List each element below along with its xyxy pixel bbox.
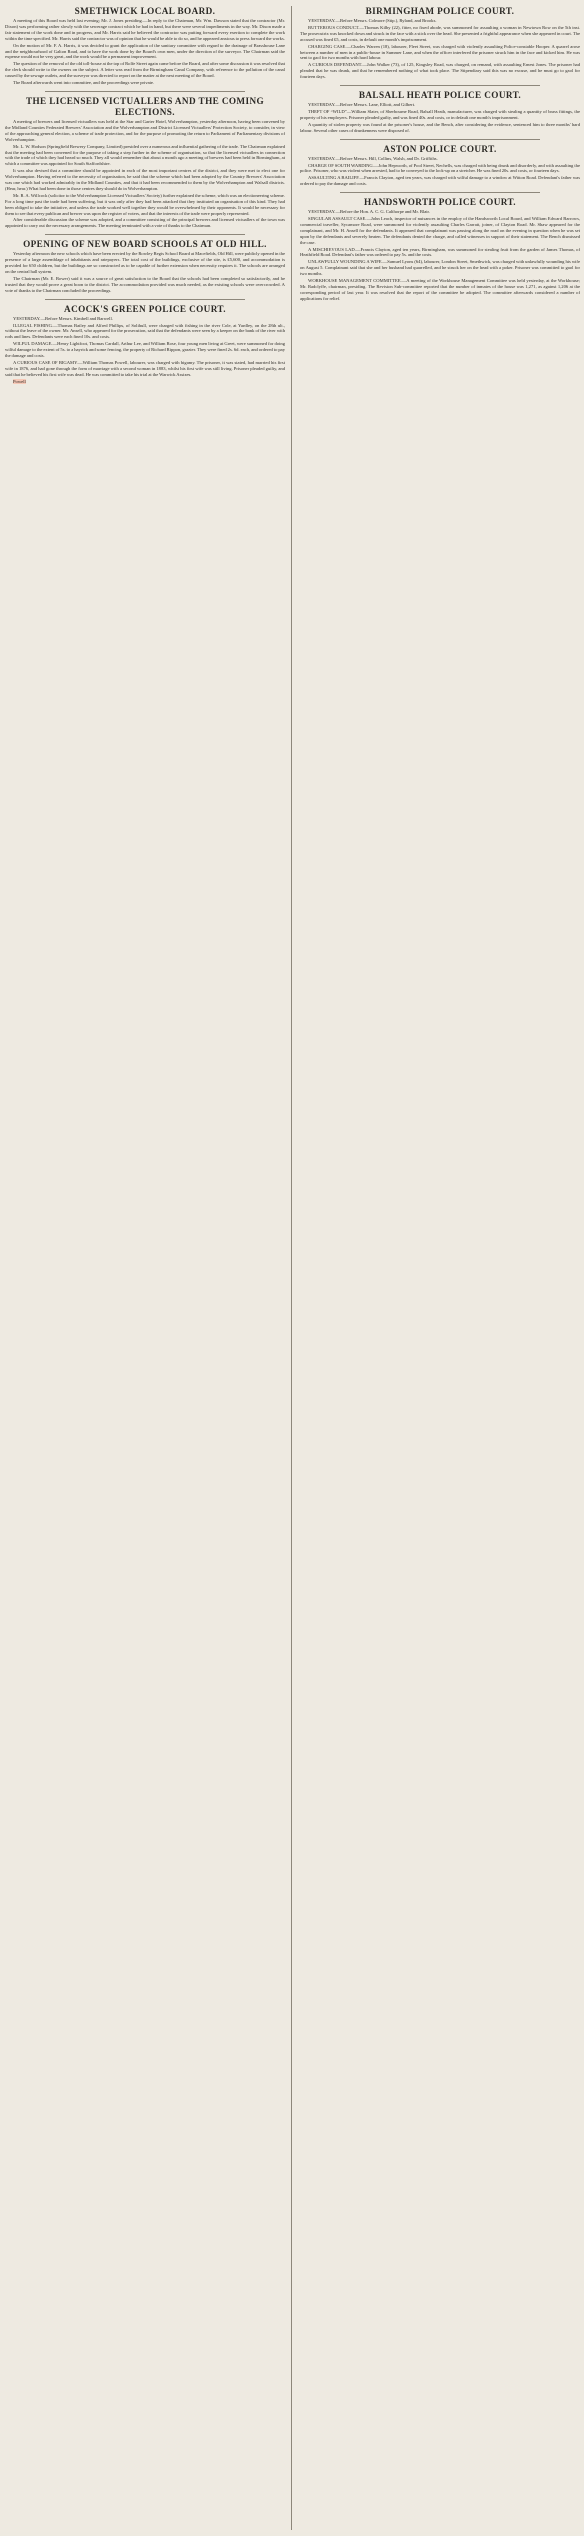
- court-byline: YESTERDAY.—Before Messrs. Colmore (Stip.), Ryland, and Brooks.: [308, 18, 437, 23]
- highlighted-word: Powell: [13, 378, 26, 384]
- section-heading: SMETHWICK LOCAL BOARD.: [74, 6, 216, 16]
- article-paragraph: BUTTEROUS CONDUCT.—Thomas Kilby (22), fitter, no fixed abode, was summoned for assaulting a woman in Newtown Row on the 5th inst. The prosecutrix was knocked down and struck in the face with a stick over the head. She presented a frightful appearance when she appeared in court. The accused was fined £5, and costs, in default one month's imprisonment.: [300, 24, 580, 42]
- article-paragraph: UNLAWFULLY WOUNDING A WIFE.—Samuel Lyons (64), labourer, London Street, Smethwick, was charged with unlawfully wounding his wife on August 5. Complainant said that she and her husband had quarrelled, and he struck her on the head with a poker. Prisoner was committed to gaol for two months.: [300, 259, 580, 277]
- section-heading: ACOCK'S GREEN POLICE COURT.: [64, 303, 226, 314]
- article-paragraph: A CURIOUS CASE OF BIGAMY.—William Thomas Powell, labourer, was charged with bigamy. The prisoner, it was stated, had married his first wife in 1876, and had gone through the form of marriage with a second woman in 1883, whilst his first wife was still living. Prisoner pleaded guilty, and said that he believed his first wife was dead. He was committed to take his trial at the Warwick Assizes.: [5, 359, 285, 377]
- section-heading: THE LICENSED VICTUALLERS AND THE COMING ELECTIONS.: [25, 95, 265, 117]
- court-byline: YESTERDAY.—Before the Hon. A. C. G. Calthorpe and Mr. Blair.: [308, 209, 430, 215]
- article-paragraph: The Board afterwards went into committee, and the proceedings were private.: [13, 80, 155, 86]
- article-paragraph: ILLEGAL FISHING.—Thomas Bailey and Alfred Phillips, of Solihull, were charged with fishing in the river Cole, at Yardley, on the 28th ult., without the leave of the owner. Mr. Ansell, who appeared for the prosecution, said that the defendants were seen by a keeper on the bank of the river with rods and lines. Defendants were each fined 10s. and costs.: [5, 322, 285, 340]
- column-rule: [291, 6, 292, 2530]
- section-divider: [45, 234, 245, 235]
- section-heading: HANDSWORTH POLICE COURT.: [364, 197, 516, 208]
- article-paragraph: CHARGING CASE.—Charles Warren (18), labourer, Fleet Street, was charged with violently assaulting Police-constable Hooper. A quarrel arose between a number of men in a public-house in Summer Lane, and when the officer interfered the prisoner struck him in the face and kicked him. He was sent to gaol for two months with hard labour.: [300, 43, 580, 61]
- article-paragraph: The Chairman (Mr. E. Bower) said it was a source of great satisfaction to the Board that the schools had been completed so satisfactorily, and he trusted that they would prove a great boon to the district. The accommodation provided was much needed, as the existing schools were overcrowded. A vote of thanks to the Chairman concluded the proceedings.: [5, 275, 285, 293]
- article-paragraph: It was also devised that a committee should be appointed in each of the most important centres of the district, and they were met to elect one for Wolverhampton. Having referred to the necessity of organisation, he said that the scheme which had been adopted by the Country Brewers' Association was one which had worked admirably in the Midland Counties, and that it had been recommended to them by the Wolverhampton and Walsall districts. (Hear, hear.) What had been done in those centres they should do in Wolverhampton.: [5, 168, 285, 191]
- article-paragraph: WORKHOUSE MANAGEMENT COMMITTEE.—A meeting of the Workhouse Management Committee was held yesterday, at the Workhouse; Mr. Radclyffe, chairman, presiding. The Revision Sub-committee reported that the number of inmates of the house was 1,271, as against 1,206 at the corresponding period of last year. It was resolved that the report of the committee be adopted. The committee afterwards considered a number of applications for relief.: [300, 278, 580, 301]
- article-paragraph: Mr. L. W. Hodson (Springfield Brewery Company, Limited) presided over a numerous and influential gathering of the trade. The Chairman explained that the meeting had been convened for the purpose of taking a step further in the scheme of organisation, so that the licensed victuallers in connection with the trade of which they had heard so much. They all would remember that about a month ago a meeting of brewers had been held in Birmingham, at which a committee was appointed for South Staffordshire.: [5, 143, 285, 167]
- section-heading: ASTON POLICE COURT.: [383, 143, 497, 154]
- section-heading: OPENING OF NEW BOARD SCHOOLS AT OLD HILL.: [23, 239, 267, 250]
- court-byline: YESTERDAY.—Before Messrs. Hill, Collins, Walsh, and Dr. Griffiths.: [308, 155, 438, 161]
- section-divider: [340, 192, 540, 193]
- article-paragraph: WILFUL DAMAGE.—Henry Lightfoot, Thomas Cardall, Arthur Lee, and William Rose, four young men living at Greet, were summoned for doing wilful damage to the extent of 5s. to a hayrick and some fencing, the property of Richard Rippon, grazier. They were fined 2s. 6d. each, and ordered to pay the damage and costs.: [5, 341, 285, 359]
- article-paragraph: A CURIOUS DEFENDANT.—John Walker (73), of 125, Kingsley Road, was charged, on remand, with assaulting Ernest Jones. The prisoner had pleaded that he was drunk, and that he remembered nothing of what took place. The Stipendiary said this was no excuse, and he must go to gaol for fourteen days.: [300, 62, 580, 80]
- article-paragraph: Mr. R. A. Willcock (solicitor to the Wolverhampton Licensed Victuallers' Society) further explained the scheme, which was an electioneering scheme. For a long time past the trade had been suffering, but it was only after they had been attacked that they instituted an organisation of this kind. They had been obliged to take the initiative, and unless the trade worked well together they would be overwhelmed by their opponents. It would be necessary for them to see that every publican and brewer was upon the register of voters, and that the interests of the trade were properly represented.: [5, 192, 285, 216]
- article-paragraph: Yesterday afternoon the new schools which have been erected by the Rowley Regis School Board at Macefields, Old Hill, were publicly opened in the presence of a large assemblage of inhabitants and ratepayers. The total cost of the buildings, exclusive of the site, is £5,600, and accommodation is provided for 650 children, but the buildings are so constructed as to be capable of further extension when necessity requires it. The schools are arranged on the central hall system.: [5, 251, 285, 274]
- section-divider: [340, 139, 540, 140]
- section-heading: BALSALL HEATH POLICE COURT.: [358, 90, 522, 101]
- article-paragraph: THEFT OF “WILD”—William Slater, of Sherbourne Road, Balsall Heath, manufacturer, was charged with stealing a quantity of brass fittings, the property of his employers. Prisoner pleaded guilty, and was fined 40s. and costs, or in default one month's imprisonment.: [300, 108, 580, 120]
- section-heading: BIRMINGHAM POLICE COURT.: [365, 6, 515, 16]
- left-column: [5, 6, 285, 2530]
- article-paragraph: [5, 379, 285, 385]
- article-paragraph: CHARGE OF SOUTH WARDING.—John Hepworth, of Pool Street, Nechells, was charged with being drunk and disorderly, and with assaulting the police. Prisoner, who was violent when arrested, had to be conveyed to the lock-up on a stretcher. He was fined 20s. and costs, or fourteen days.: [300, 162, 580, 174]
- article-paragraph: After considerable discussion the scheme was adopted, and a committee consisting of the principal brewers and licensed victuallers of the town was appointed to carry out the necessary arrangements. The meeting terminated with a vote of thanks to the Chairman.: [5, 217, 285, 229]
- article-paragraph: SINGULAR ASSAULT CASE.—John Leach, inspector of nuisances in the employ of the Handsworth Local Board, and William Edward Barrows, commercial traveller, Sycamore Road, were summoned for violently assaulting Charles Garratt, joiner, of Clayton Road. Mr. Shaw appeared for the complainant, and Mr. H. Ansell for the defendants. It appeared that complainant was passing along the road on the evening in question when he was set upon by the defendants and severely beaten. The defendants denied the charge, and called witnesses in support of their statement. The Bench dismissed the case.: [300, 216, 580, 245]
- article-paragraph: A meeting of this Board was held last evening; Mr. J. Jones presiding.—In reply to the Chairman, Mr. Wm. Dawson stated that the contractor (Mr. Dixon) was performing rather slowly with the sewerage contract which he had in hand, but there were several impediments in the way. Mr. Dixon made a fair statement of the work done and in progress, and Mr. Harris said he believed the contractor was putting forward every exertion to complete the work within the time specified. Mr. Harris said the contractor was of opinion that he would be able to do so, and he appeared anxious to press forward the works.: [5, 18, 285, 41]
- right-column: [300, 6, 580, 2530]
- article-paragraph: The question of the removal of the old toll-house at the top of Rolfe Street again came before the Board, and after some discussion it was resolved that the clerk should write to the owners on the subject. A letter was read from the Birmingham Canal Company, with reference to the pollution of the canal caused by the sewage outlets, and the surveyor was directed to report on the matter at the next meeting of the Board.: [5, 61, 285, 79]
- section-divider: [45, 299, 245, 300]
- article-paragraph: A meeting of brewers and licensed victuallers was held at the Star and Garter Hotel, Wolverhampton, yesterday afternoon, having been convened by the Midland Counties Federated Brewers' Association and the Wolverhampton and District Licensed Victuallers' Protection Society, to consider, in view of the approaching general election, a scheme of trade protection, and for the purpose of promoting the return to Parliament of Parliamentary divisions of Wolverhampton.: [5, 118, 285, 142]
- section-divider: [45, 91, 245, 92]
- section-divider: [340, 85, 540, 86]
- court-byline: YESTERDAY.—Before Messrs. Kimbell and Barwell.: [13, 315, 113, 321]
- court-byline: YESTERDAY.—Before Messrs. Lane, Elliott, and Gilbert.: [308, 102, 416, 108]
- article-paragraph: ASSAULTING A BAILIFF.—Francis Clayton, aged ten years, was charged with wilful damage to a window at Witton Road. Defendant's father was ordered to pay the damage and costs.: [300, 175, 580, 187]
- article-paragraph: A MISCHIEVOUS LAD.—Francis Clayton, aged ten years, Birmingham, was summoned for stealing fruit from the garden of James Thomas, of Heathfield Road. Defendant's father was ordered to pay 5s. and the costs.: [300, 246, 580, 258]
- article-paragraph: A quantity of stolen property was found at the prisoner's house, and the Bench, after considering the evidence, sentenced him to three months' hard labour. Several other cases of drunkenness were disposed of.: [300, 121, 580, 133]
- article-paragraph: On the motion of Mr. F. A. Harris, it was decided to grant the application of the sanitary committee with regard to the drainage of Brasshouse Lane and the neighbourhood of Galton Road, and to have the work done by the Board's own men, under the direction of the surveyor. The Chairman said the expense would not be very great, and the work would be a permanent improvement.: [5, 42, 285, 60]
